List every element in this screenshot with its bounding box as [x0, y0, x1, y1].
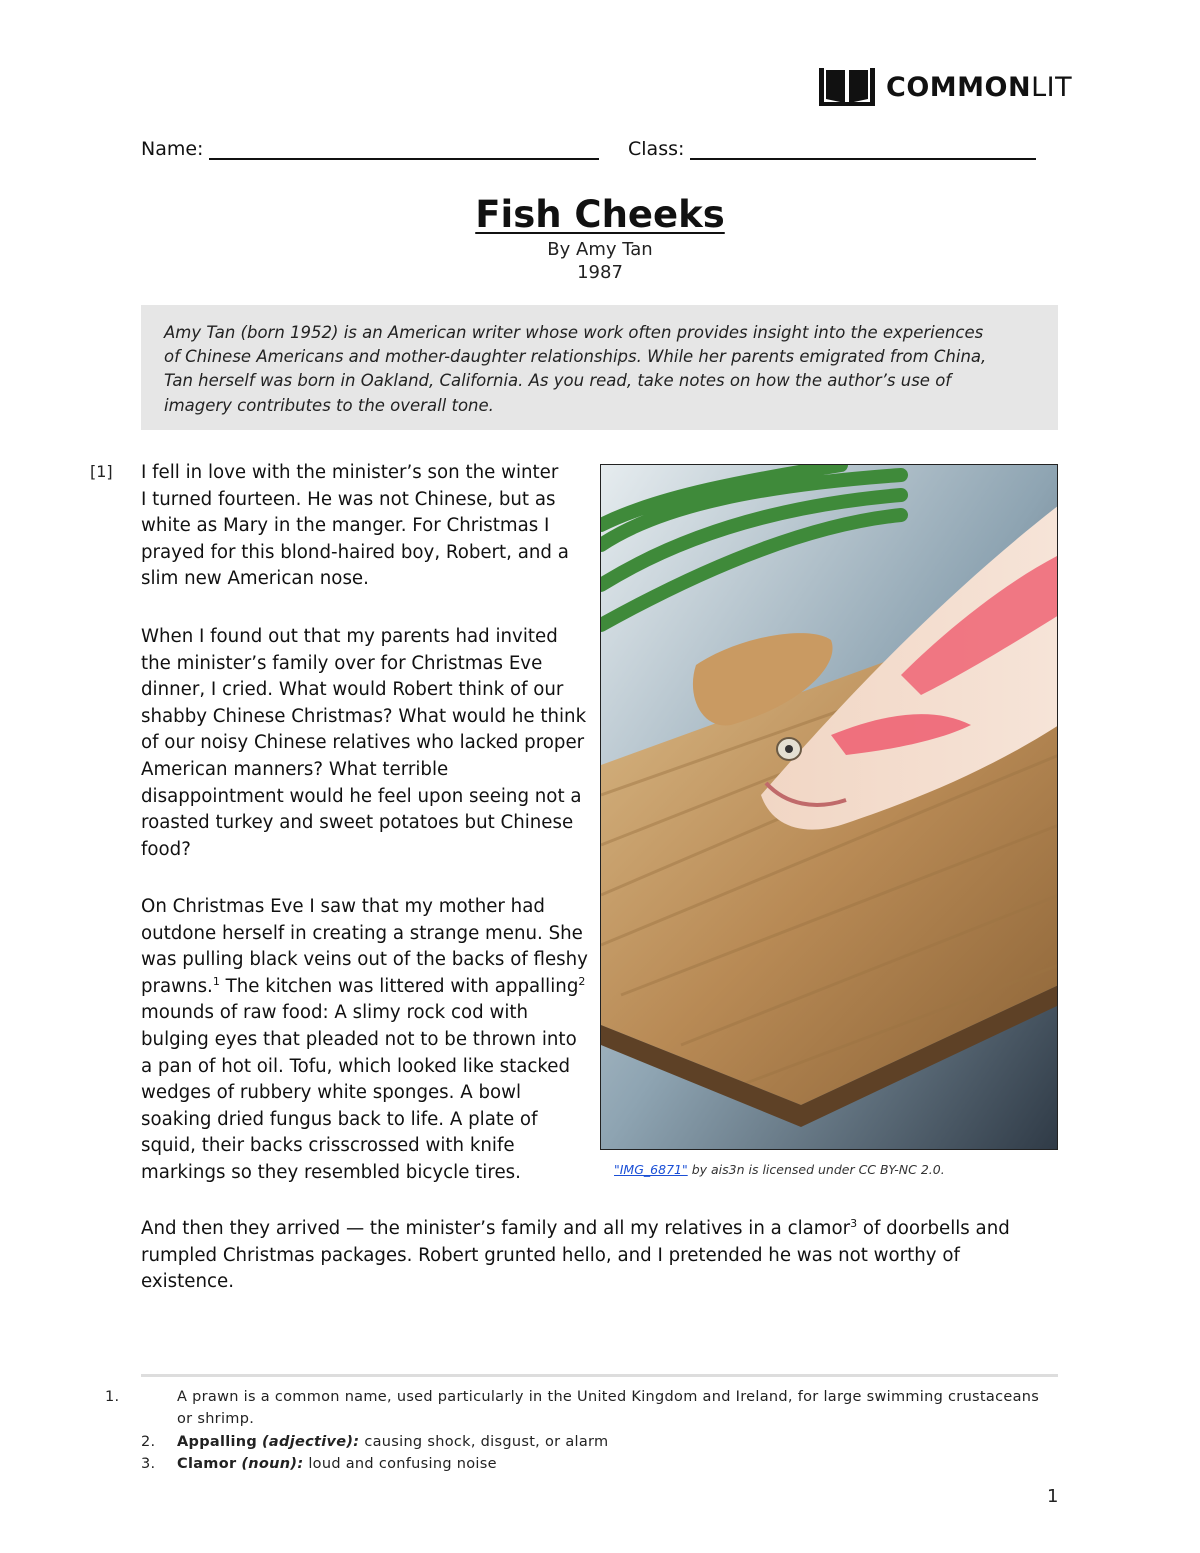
publication-year: 1987: [577, 262, 623, 283]
name-label: Name:: [141, 138, 204, 160]
footnote-divider: [141, 1374, 1058, 1377]
paragraph-2: When I found out that my parents had invited the minister’s family over for Christmas Eve dinner, I cried. What would Robert think of our shabby Chinese Christmas? What would he think of our noisy Chinese relatives who lacked proper American manners? What terrible disappointment would he feel upon seeing not a roasted turkey and sweet potatoes but Chinese food?: [141, 626, 587, 860]
class-field[interactable]: [628, 138, 1036, 160]
page-number: 1: [1047, 1486, 1059, 1507]
photo-caption: "IMG_6871" by ais3n is licensed under CC BY-NC 2.0.: [614, 1162, 945, 1177]
book-icon: [818, 67, 876, 107]
brand-name: COMMONLIT: [886, 71, 1073, 103]
fish-photo: [600, 464, 1058, 1150]
caption-link[interactable]: "IMG_6871": [614, 1162, 688, 1177]
author-byline: By Amy Tan: [547, 239, 653, 260]
footnote-2: 2. Appalling (adjective): causing shock, disgust, or alarm: [141, 1434, 609, 1450]
footnote-ref-1[interactable]: 1: [212, 974, 220, 988]
class-label: Class:: [628, 138, 685, 160]
paragraph-number: [1]: [90, 462, 113, 481]
class-line[interactable]: [690, 138, 1036, 160]
paragraph-4: And then they arrived — the minister’s family and all my relatives in a clamor$^3$ of doorbells and rumpled Christmas packages. Robert grunted hello, and I pretended he was not worthy of existence.: [141, 1216, 1010, 1293]
intro-box: Amy Tan (born 1952) is an American writer whose work often provides insight into the experiences of Chinese Americans and mother-daughter relationships. While her parents emigrated from China, Tan herself was born in Oakland, California. As you read, take notes on how the author’s use of imagery contributes to the overall tone.: [141, 305, 1058, 430]
commonlit-logo: [818, 66, 1072, 108]
name-field[interactable]: [141, 138, 599, 160]
footnote-3: 3. Clamor (noun): loud and confusing noise: [141, 1456, 497, 1472]
footnote-1: 1. A prawn is a common name, used particularly in the United Kingdom and Ireland, for large swimming crustaceans or shrimp.: [105, 1389, 1040, 1427]
paragraph-3: On Christmas Eve I saw that my mother had outdone herself in creating a strange menu. She was pulling black veins out of the backs of fleshy prawns.$^1$ The kitchen was littered with appalling$^2$ mounds of raw food: A slimy rock cod with bulging eyes that pleaded not to be thrown into a pan of hot oil. Tofu, which looked like stacked wedges of rubbery white sponges. A bowl soaking dried fungus back to life. A plate of squid, their backs crisscrossed with knife markings so they resembled bicycle tires.: [141, 896, 588, 1183]
page-title: Fish Cheeks: [475, 193, 725, 236]
name-line[interactable]: [209, 138, 599, 160]
footnote-ref-3[interactable]: 3: [850, 1216, 858, 1230]
paragraph-1: I fell in love with the minister’s son the winter I turned fourteen. He was not Chinese, but as white as Mary in the manger. For Christmas I prayed for this blond-haired boy, Robert, and a slim new American nose.: [141, 462, 569, 590]
footnote-ref-2[interactable]: 2: [578, 974, 586, 988]
